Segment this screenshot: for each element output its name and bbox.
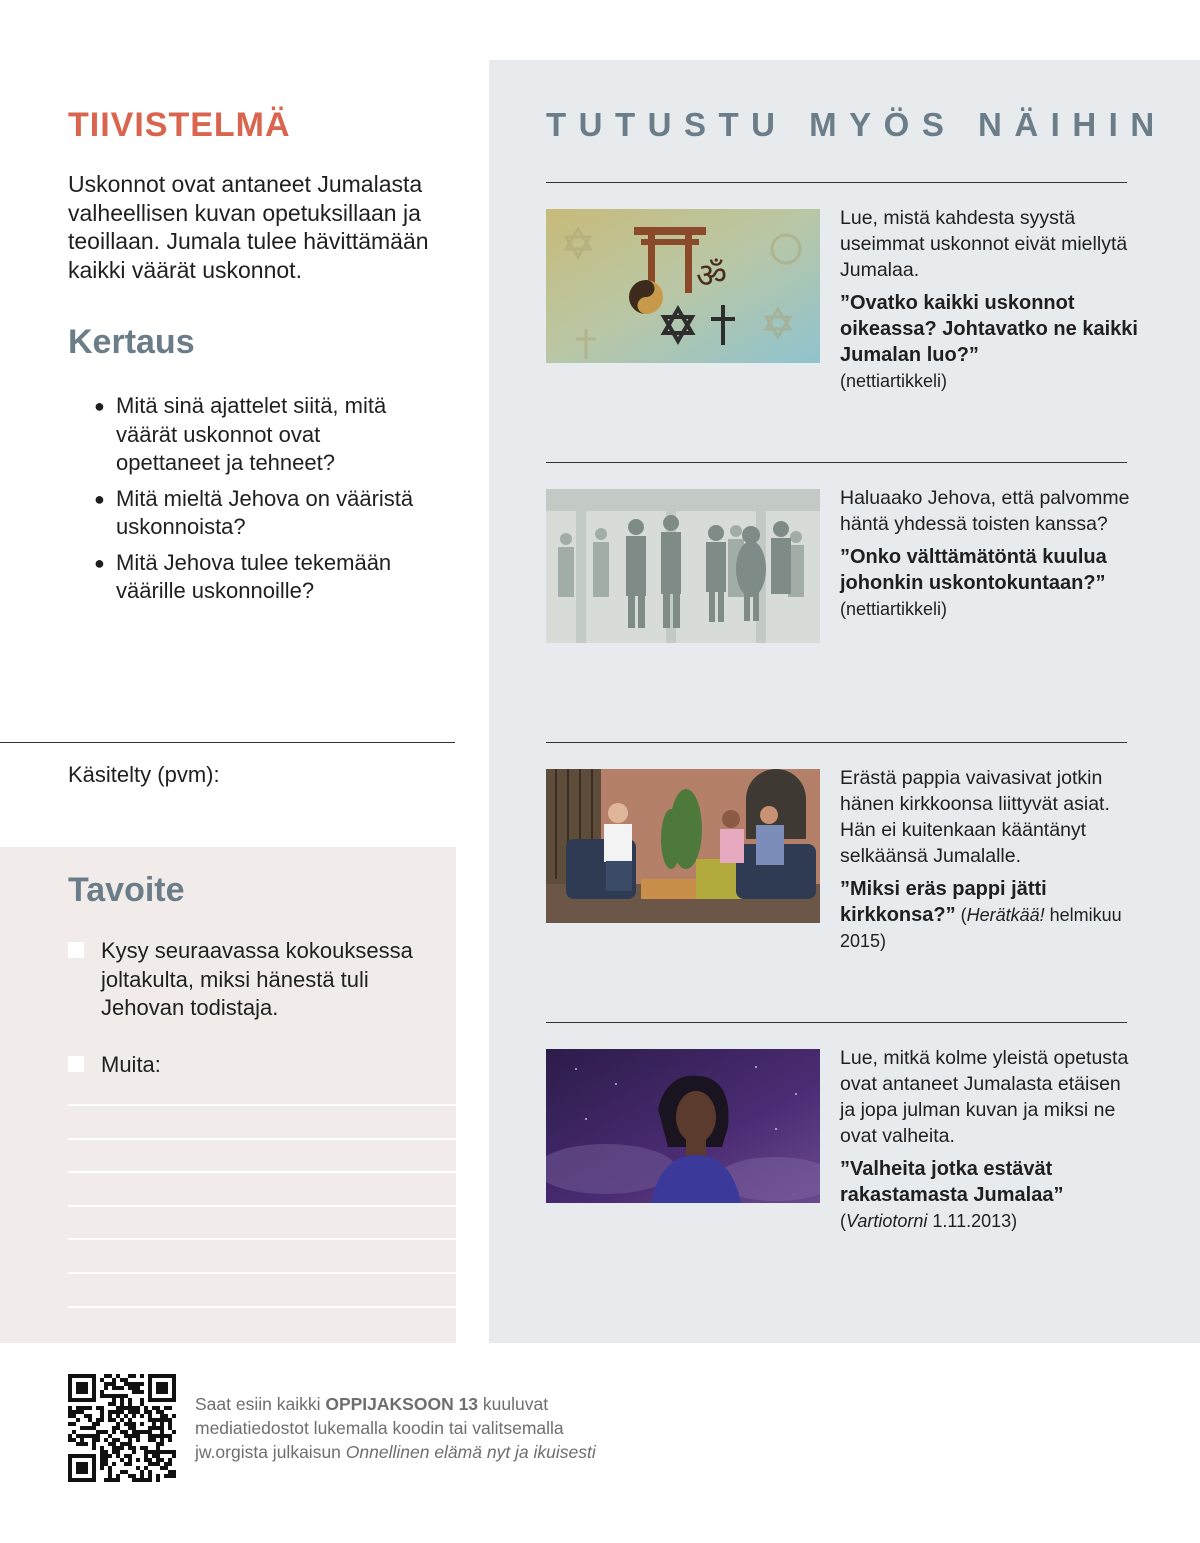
congregation-gathering-image[interactable]	[546, 489, 820, 643]
entry-source-publication: Herätkää!	[966, 905, 1045, 925]
entry-reference-link[interactable]: ”Miksi eräs pappi jätti kirkkonsa?”	[840, 878, 1047, 926]
writing-line[interactable]	[68, 1104, 456, 1106]
checkbox-icon[interactable]	[68, 1056, 84, 1072]
section-divider	[0, 742, 455, 743]
footer-lesson-name: OPPIJAKSOON 13	[325, 1394, 479, 1414]
review-question-text: Mitä Jehova tulee tekemään väärille uskonnoille?	[116, 549, 392, 603]
handled-date-label: Käsitelty (pvm):	[68, 762, 220, 787]
review-question-text: Mitä mieltä Jehova on vääristä uskonnoista?	[116, 485, 414, 539]
summary-text: Uskonnot ovat antaneet Jumalasta valheellisen kuvan opetuksillaan ja teoillaan. Jumala tulee hävittämään kaikki väärät uskonnot.	[68, 171, 429, 283]
entry-divider	[546, 182, 1127, 183]
conversation-with-priest-image[interactable]	[546, 769, 820, 923]
entry-source-prefix: (	[955, 905, 967, 925]
explore-entry	[840, 1045, 1140, 1234]
goal-item[interactable]	[68, 937, 438, 1023]
entry-divider	[546, 462, 1127, 463]
explore-entry	[840, 765, 1140, 954]
review-question-text: Mitä sinä ajattelet siitä, mitä väärät uskonnot ovat opettaneet ja tehneet?	[116, 393, 387, 475]
entry-reference-block	[840, 544, 1140, 622]
footer-text	[195, 1392, 615, 1464]
entry-description: Haluaako Jehova, että palvomme häntä yhdessä toisten kanssa?	[840, 487, 1130, 535]
bullet-icon: ●	[94, 488, 105, 509]
entry-source-date: helmikuu 2015)	[840, 905, 1122, 951]
goal-panel	[0, 847, 456, 1343]
explore-title: TUTUSTU MYÖS NÄIHIN	[546, 106, 1167, 143]
entry-description: Erästä pappia vaivasivat jotkin hänen kirkkoonsa liittyvät asiat. Hän ei kuitenkaan kääntänyt selkäänsä Jumalalle.	[840, 767, 1110, 867]
qr-code-icon[interactable]	[68, 1374, 176, 1482]
entry-source: (nettiartikkeli)	[840, 371, 948, 391]
writing-line[interactable]	[68, 1238, 456, 1240]
review-question	[94, 392, 424, 478]
entry-description: Lue, mistä kahdesta syystä useimmat uskonnot eivät miellytä Jumalaa.	[840, 207, 1128, 281]
entry-reference-link[interactable]: ”Onko välttämätöntä kuulua johonkin uskontokuntaan?”	[840, 546, 1107, 594]
writing-line[interactable]	[68, 1138, 456, 1140]
bullet-icon: ●	[94, 552, 105, 573]
entry-description: Lue, mitkä kolme yleistä opetusta ovat antaneet Jumalasta etäisen ja jopa julman kuvan ja miksi ne ovat valheita.	[840, 1047, 1129, 1147]
footer-text-body: kuuluvat mediatiedostot lukemalla koodin tai valitsemalla jw.orgista julkaisun	[195, 1394, 564, 1462]
religious-symbols-image[interactable]	[546, 209, 820, 363]
svg-text:ॐ: ॐ	[696, 256, 728, 296]
bullet-icon: ●	[94, 396, 105, 416]
woman-under-night-sky-image[interactable]	[546, 1049, 820, 1203]
entry-reference-block	[840, 290, 1140, 394]
review-question-list	[94, 392, 424, 613]
entry-source: (nettiartikkeli)	[840, 599, 948, 619]
entry-divider	[546, 742, 1127, 743]
writing-line[interactable]	[68, 1205, 456, 1207]
writing-line[interactable]	[68, 1272, 456, 1274]
writing-line[interactable]	[68, 1306, 456, 1308]
goal-item-text: Muita:	[101, 1052, 161, 1077]
entry-source-publication: Vartiotorni	[846, 1211, 928, 1231]
footer-publication-link[interactable]: Onnellinen elämä nyt ja ikuisesti	[345, 1442, 596, 1462]
entry-reference-link[interactable]: ”Valheita jotka estävät rakastamasta Jumalaa”	[840, 1158, 1064, 1206]
explore-entry	[840, 485, 1140, 622]
entry-reference-block	[840, 876, 1140, 954]
writing-line[interactable]	[68, 1171, 456, 1173]
entry-reference-block	[840, 1156, 1140, 1234]
goal-title: Tavoite	[68, 871, 185, 909]
goal-item-other[interactable]	[68, 1051, 438, 1080]
explore-entry	[840, 205, 1140, 394]
footer-text-intro: Saat esiin kaikki	[195, 1394, 326, 1414]
review-question	[94, 549, 424, 606]
review-question	[94, 485, 424, 542]
entry-divider	[546, 1022, 1127, 1023]
review-title: Kertaus	[68, 323, 195, 361]
summary-title: TIIVISTELMÄ	[68, 106, 291, 144]
entry-reference-link[interactable]: ”Ovatko kaikki uskonnot oikeassa? Johtavatko ne kaikki Jumalan luo?”	[840, 292, 1138, 366]
entry-source-date: 1.11.2013)	[927, 1211, 1018, 1231]
entry-source-prefix: (	[840, 1211, 846, 1231]
checkbox-icon[interactable]	[68, 942, 84, 958]
goal-item-text: Kysy seuraavassa kokouksessa joltakulta, miksi hänestä tuli Jehovan todistaja.	[101, 938, 413, 1020]
